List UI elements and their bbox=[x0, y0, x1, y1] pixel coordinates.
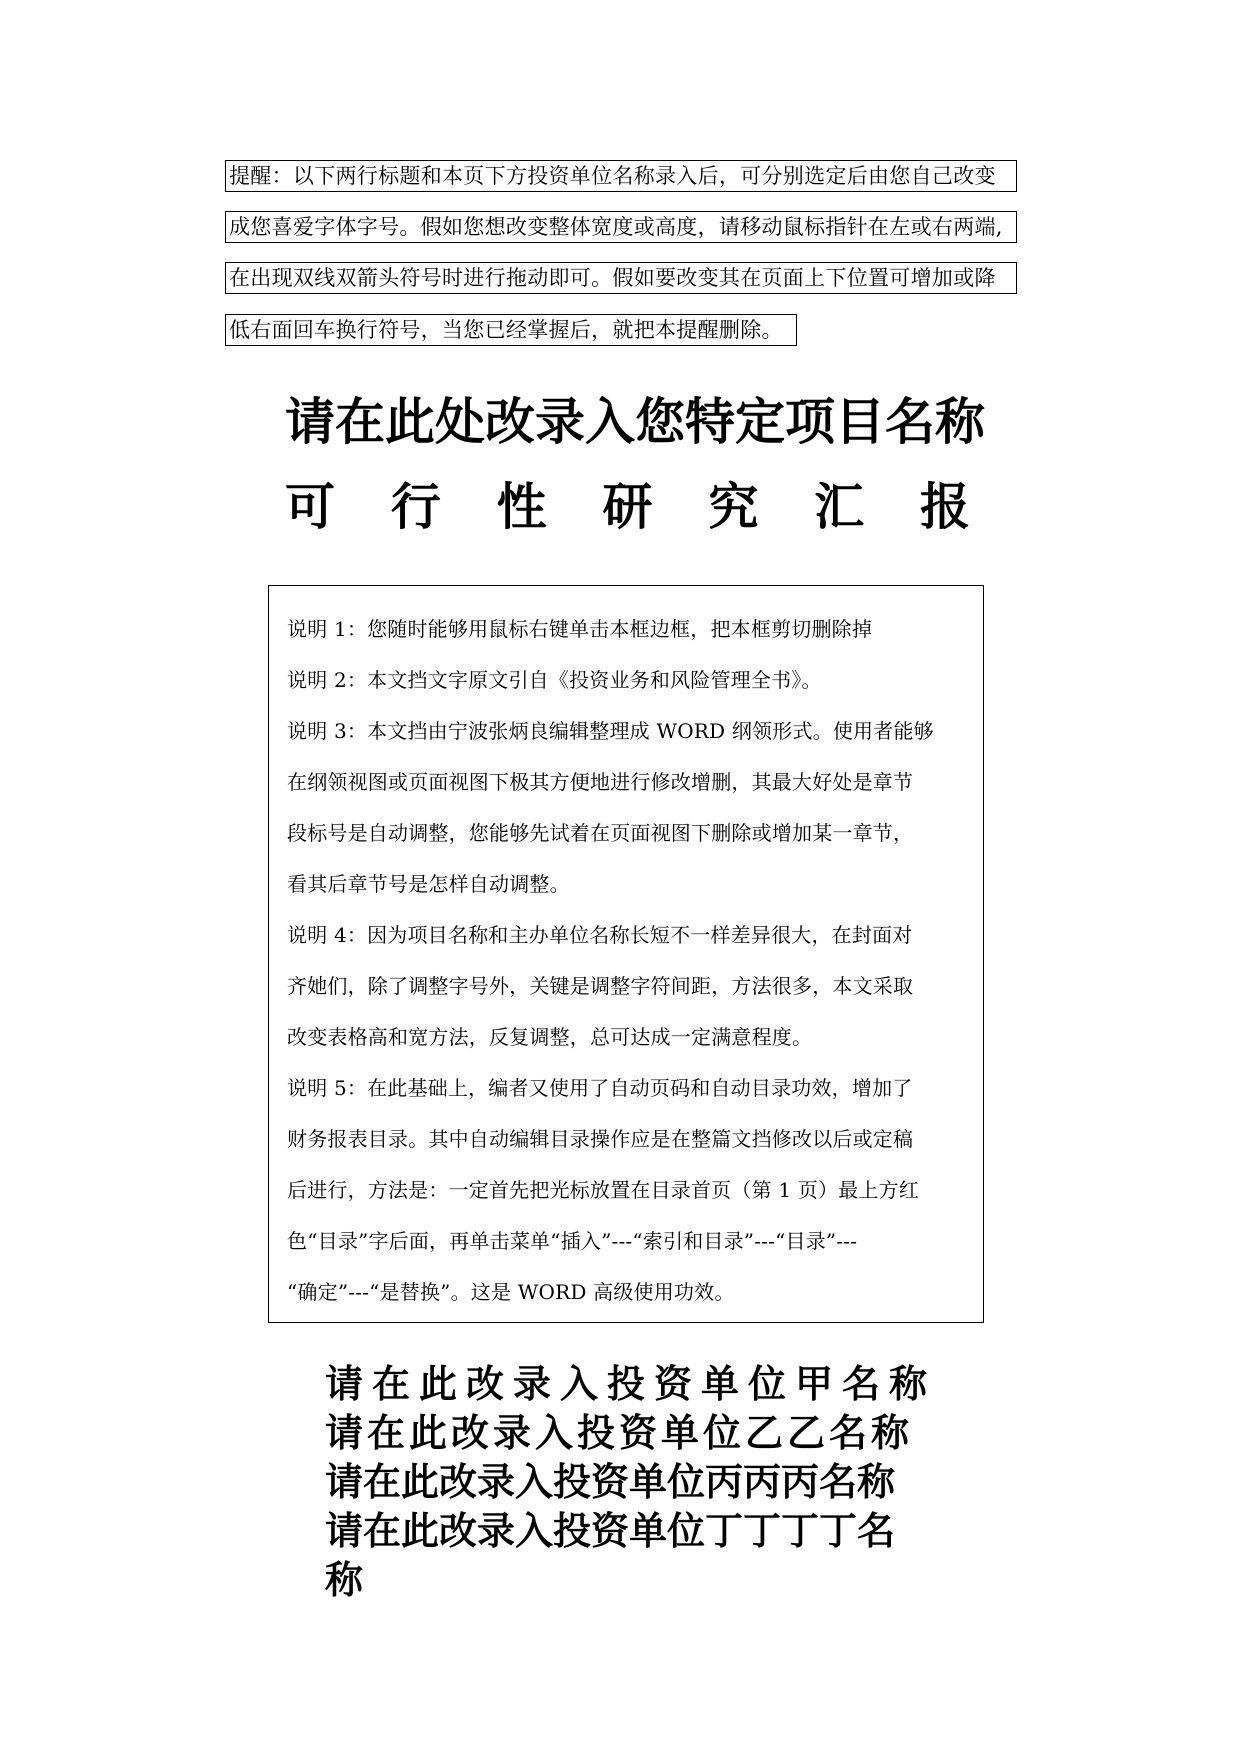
investor-line-4: 请在此改录入投资单位丁丁丁丁名 bbox=[325, 1509, 896, 1553]
report-title-char: 汇 bbox=[814, 478, 865, 536]
investor-line-5: 称 bbox=[325, 1558, 364, 1602]
note-line: 说明 3：本文挡由宁波张炳良编辑整理成 WORD 纲领形式。使用者能够 bbox=[287, 719, 934, 743]
note-line: 色“目录”字后面，再单击菜单“插入”---“索引和目录”---“目录”--- bbox=[287, 1229, 858, 1253]
investor-line-3: 请在此改录入投资单位丙丙丙名称 bbox=[325, 1460, 896, 1504]
note-line: 后进行，方法是：一定首先把光标放置在目录首页（第 1 页）最上方红 bbox=[287, 1178, 920, 1202]
project-title: 请在此处改录入您特定项目名称 bbox=[285, 393, 985, 451]
report-title-char: 可 bbox=[285, 478, 335, 536]
investor-line-2: 请在此改录入投资单位乙乙名称 bbox=[325, 1411, 914, 1455]
note-line: 段标号是自动调整，您能够先试着在页面视图下删除或增加某一章节， bbox=[287, 821, 914, 845]
note-line: 齐她们，除了调整字号外，关键是调整字符间距，方法很多，本文采取 bbox=[287, 974, 914, 998]
report-title-char: 行 bbox=[390, 478, 441, 536]
note-line: 改变表格高和宽方法，反复调整，总可达成一定满意程度。 bbox=[287, 1025, 813, 1049]
note-line: 说明 2：本文挡文字原文引自《投资业务和风险管理全书》。 bbox=[287, 668, 822, 692]
reminder-line-4: 低右面回车换行符号，当您已经掌握后，就把本提醒删除。 bbox=[225, 314, 797, 346]
investor-line-1: 请在此改录入投资单位甲名称 bbox=[325, 1362, 937, 1406]
note-line: 在纲领视图或页面视图下极其方便地进行修改增删，其最大好处是章节 bbox=[287, 770, 914, 794]
report-title-char: 性 bbox=[496, 478, 547, 536]
report-title-char: 研 bbox=[602, 478, 653, 536]
note-line: 说明 1：您随时能够用鼠标右键单击本框边框，把本框剪切删除掉 bbox=[287, 617, 873, 641]
note-line: 财务报表目录。其中自动编辑目录操作应是在整篇文挡修改以后或定稿 bbox=[287, 1127, 914, 1151]
reminder-line-1: 提醒：以下两行标题和本页下方投资单位名称录入后，可分别选定后由您自己改变 bbox=[225, 160, 1017, 192]
note-line: 看其后章节号是怎样自动调整。 bbox=[287, 872, 570, 896]
note-line: 说明 4：因为项目名称和主办单位名称长短不一样差异很大，在封面对 bbox=[287, 923, 913, 947]
report-title-char: 报 bbox=[919, 478, 970, 536]
reminder-line-2: 成您喜爱字体字号。假如您想改变整体宽度或高度，请移动鼠标指针在左或右两端, bbox=[225, 211, 1017, 243]
note-line: “确定”---“是替换”。这是 WORD 高级使用功效。 bbox=[287, 1280, 735, 1304]
report-title bbox=[285, 477, 970, 537]
reminder-line-3: 在出现双线双箭头符号时进行拖动即可。假如要改变其在页面上下位置可增加或降 bbox=[225, 262, 1017, 294]
investor-block bbox=[325, 1360, 937, 1605]
note-line: 说明 5：在此基础上，编者又使用了自动页码和自动目录功效，增加了 bbox=[287, 1076, 913, 1100]
notes-box[interactable] bbox=[268, 585, 984, 1323]
report-title-char: 究 bbox=[708, 478, 759, 536]
